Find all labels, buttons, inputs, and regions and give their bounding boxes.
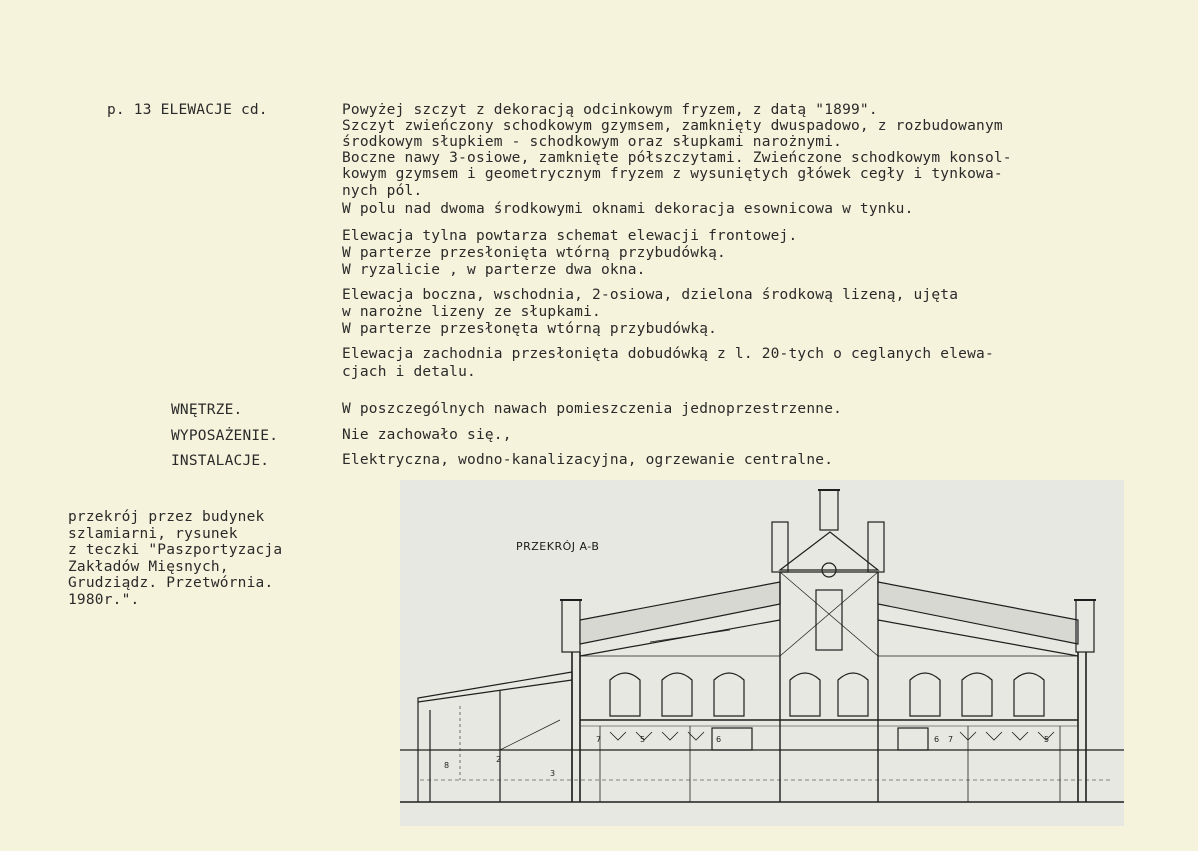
left-roof xyxy=(580,582,780,644)
section-drawing-svg xyxy=(400,480,1124,826)
drawing-mark: 7 xyxy=(948,735,954,744)
caption-line: z teczki "Paszportyzacja xyxy=(68,542,283,558)
caption-line: Grudziądz. Przetwórnia. xyxy=(68,575,274,591)
text-line: cjach i detalu. xyxy=(342,364,476,380)
text-line: Elewacja tylna powtarza schemat elewacji frontowej. xyxy=(342,228,798,244)
row-label-wnetrze: WNĘTRZE. xyxy=(171,402,243,418)
arched-window xyxy=(1014,673,1044,716)
text-line: Szczyt zwieńczony schodkowym gzymsem, zamknięty dwuspadowo, z rozbudowanym xyxy=(342,118,1003,134)
drawing-mark: 3 xyxy=(550,769,556,778)
text-line: Boczne nawy 3-osiowe, zamknięte półszczytami. Zwieńczone schodkowym konsol- xyxy=(342,150,1012,166)
arched-window xyxy=(962,673,992,716)
arched-window xyxy=(838,673,868,716)
drawing-mark: 8 xyxy=(444,761,450,770)
arched-window xyxy=(714,673,744,716)
drawing-mark: 7 xyxy=(596,735,602,744)
central-gable xyxy=(780,532,878,570)
text-line: W parterze przesłonęta wtórną przybudówką. xyxy=(342,321,718,337)
right-tower xyxy=(1076,600,1094,652)
arched-window xyxy=(790,673,820,716)
text-line: kowym gzymsem i geometrycznym fryzem z wysuniętych główek cegły i tynkowa- xyxy=(342,166,1003,182)
text-line: W parterze przesłonięta wtórną przybudówką. xyxy=(342,245,726,261)
caption-line: Zakładów Mięsnych, xyxy=(68,558,229,575)
row-label-wyposazenie: WYPOSAŻENIE. xyxy=(171,428,279,444)
left-tower xyxy=(562,600,580,652)
drawing-mark: 5 xyxy=(640,735,646,744)
tank xyxy=(898,728,928,750)
arched-window xyxy=(910,673,940,716)
drawing-mark: 6 xyxy=(934,735,940,744)
gable-post-left xyxy=(772,522,788,572)
drawing-mark: 5 xyxy=(1044,735,1050,744)
text-line: Elewacja boczna, wschodnia, 2-osiowa, dzielona środkową lizeną, ujęta xyxy=(342,287,959,303)
right-roof xyxy=(878,582,1078,644)
arched-window xyxy=(662,673,692,716)
caption-line: szlamiarni, rysunek xyxy=(68,525,238,542)
section-label: p. 13 ELEWACJE cd. xyxy=(107,102,268,118)
annex-roof xyxy=(418,680,572,702)
text-line: nych pól. xyxy=(342,183,423,199)
text-line: Powyżej szczyt z dekoracją odcinkowym fryzem, z datą "1899". xyxy=(342,102,878,118)
row-label-instalacje: INSTALACJE. xyxy=(171,453,270,469)
row-text-instalacje: Elektryczna, wodno-kanalizacyjna, ogrzewanie centralne. xyxy=(342,452,834,468)
drawing-mark: 6 xyxy=(716,735,722,744)
central-window xyxy=(816,590,842,650)
text-line: w narożne lizeny ze słupkami. xyxy=(342,304,601,320)
text-line: Elewacja zachodnia przesłonięta dobudówką z l. 20-tych o ceglanych elewa- xyxy=(342,346,994,362)
hoppers xyxy=(610,732,1054,740)
text-line: W polu nad dwoma środkowymi oknami dekoracja esownicowa w tynku. xyxy=(342,201,914,217)
drawing-title: PRZEKRÓJ A-B xyxy=(516,540,600,553)
figure-caption xyxy=(68,509,388,608)
row-text-wyposazenie: Nie zachowało się., xyxy=(342,427,512,443)
arched-window xyxy=(610,673,640,716)
drawing-mark: 2 xyxy=(496,755,502,764)
row-text-wnetrze: W poszczególnych nawach pomieszczenia jednoprzestrzenne. xyxy=(342,401,843,417)
gable-post-center xyxy=(820,490,838,530)
caption-line: przekrój przez budynek xyxy=(68,509,265,525)
caption-line: 1980r.". xyxy=(68,591,140,608)
drawing-marks xyxy=(444,735,1049,778)
left-truss xyxy=(650,630,730,642)
annex-brace xyxy=(500,720,560,750)
text-line: W ryzalicie , w parterze dwa okna. xyxy=(342,262,646,278)
text-line: środkowym słupkiem - schodkowym oraz słupkami narożnymi. xyxy=(342,134,843,150)
section-drawing xyxy=(400,480,1124,826)
